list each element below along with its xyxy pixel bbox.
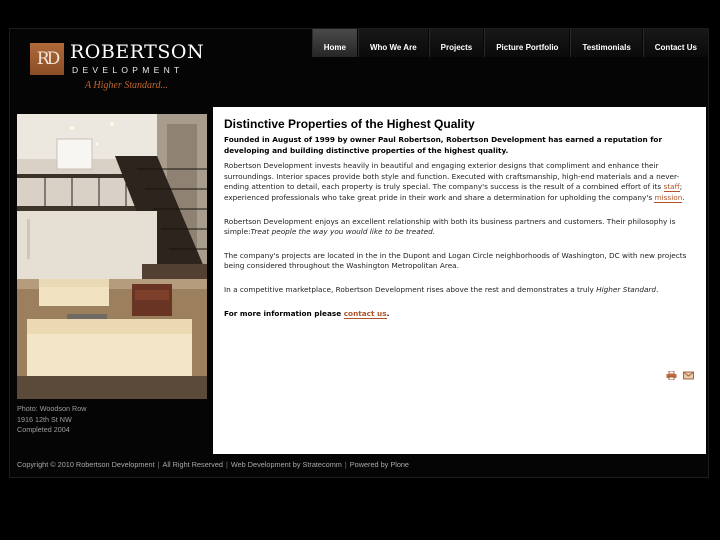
footer-separator: | (344, 460, 347, 469)
paragraph-design (224, 161, 696, 203)
logo-subtitle: DEVELOPMENT (72, 65, 184, 75)
logo-monogram: RD (30, 43, 64, 75)
featured-photo (17, 114, 207, 399)
logo-name: ROBERTSON (70, 41, 205, 63)
footer-webdev-link[interactable]: Web Development by Stratecomm (230, 460, 342, 469)
paragraph-philosophy (224, 217, 696, 238)
more-info-text: For more information please (224, 308, 344, 318)
nav-contact-us[interactable]: Contact Us (643, 29, 708, 57)
footer (17, 460, 707, 469)
printer-icon[interactable] (666, 371, 677, 380)
page-frame (9, 28, 709, 478)
footer-plone-link[interactable]: Powered by Plone (349, 460, 409, 469)
more-info (224, 309, 696, 318)
main-nav (311, 29, 708, 57)
mission-link[interactable]: mission (654, 192, 683, 202)
logo-tagline: A Higher Standard... (85, 80, 169, 91)
paragraph-text: ; experienced professionals who take great pride in their work and share a determination for upholding the company's (224, 182, 683, 202)
footer-copyright: Copyright © 2010 Robertson Development (17, 460, 155, 469)
photo-caption (17, 404, 207, 436)
footer-separator: | (157, 460, 160, 469)
lead-paragraph: Founded in August of 1999 by owner Paul Robertson, Robertson Development has earned a reputation for developing and building distinctive properties of the highest quality. (224, 135, 663, 155)
paragraph-text: Robertson Development invests heavily in beautiful and engaging exterior designs that compliment and enhance their surroundings. Interior spaces provide both style and function. Executed with craftsmanship, high-end materials and a never-ending attention to detail, each property is truly special. The company's success is the result of a combined effort of its (224, 161, 680, 192)
paragraph-text: . (682, 192, 685, 202)
caption-line: Photo: Woodson Row (17, 404, 87, 413)
contact-us-link[interactable]: contact us (343, 308, 387, 318)
page-title: Distinctive Properties of the Highest Quality (224, 117, 475, 131)
nav-projects[interactable]: Projects (429, 29, 484, 57)
paragraph-marketplace (224, 285, 696, 296)
paragraph-text: . (656, 284, 659, 294)
nav-testimonials[interactable]: Testimonials (570, 29, 641, 57)
caption-line: 1916 12th St NW (17, 414, 72, 424)
more-info-text: . (386, 308, 390, 318)
philosophy-quote: Treat people the way you would like to be treated. (250, 227, 436, 237)
main-content (213, 107, 706, 454)
paragraph-text: Robertson Development enjoys an excellent relationship with both its business partners and customers. Their philosophy is simple: (224, 216, 676, 237)
footer-rights: All Right Reserved (162, 460, 223, 469)
footer-separator: | (225, 460, 228, 469)
paragraph-locations: The company's projects are located in the in the Dupont and Logan Circle neighborhoods of Washington, DC with new projects being considered throughout the Washington Metropolitan Area. (224, 250, 687, 271)
nav-picture-portfolio[interactable]: Picture Portfolio (484, 29, 569, 57)
page-tools (666, 371, 694, 380)
nav-who-we-are[interactable]: Who We Are (358, 29, 428, 57)
staff-link[interactable]: staff (663, 182, 680, 192)
nav-home[interactable]: Home (312, 29, 357, 57)
higher-standard-text: Higher Standard (596, 284, 657, 294)
paragraph-text: In a competitive marketplace, Robertson Development rises above the rest and demonstrates a truly (224, 284, 597, 294)
envelope-icon[interactable] (683, 371, 694, 380)
caption-line: Completed 2004 (17, 425, 70, 435)
interior-photo-illustration (17, 114, 207, 399)
